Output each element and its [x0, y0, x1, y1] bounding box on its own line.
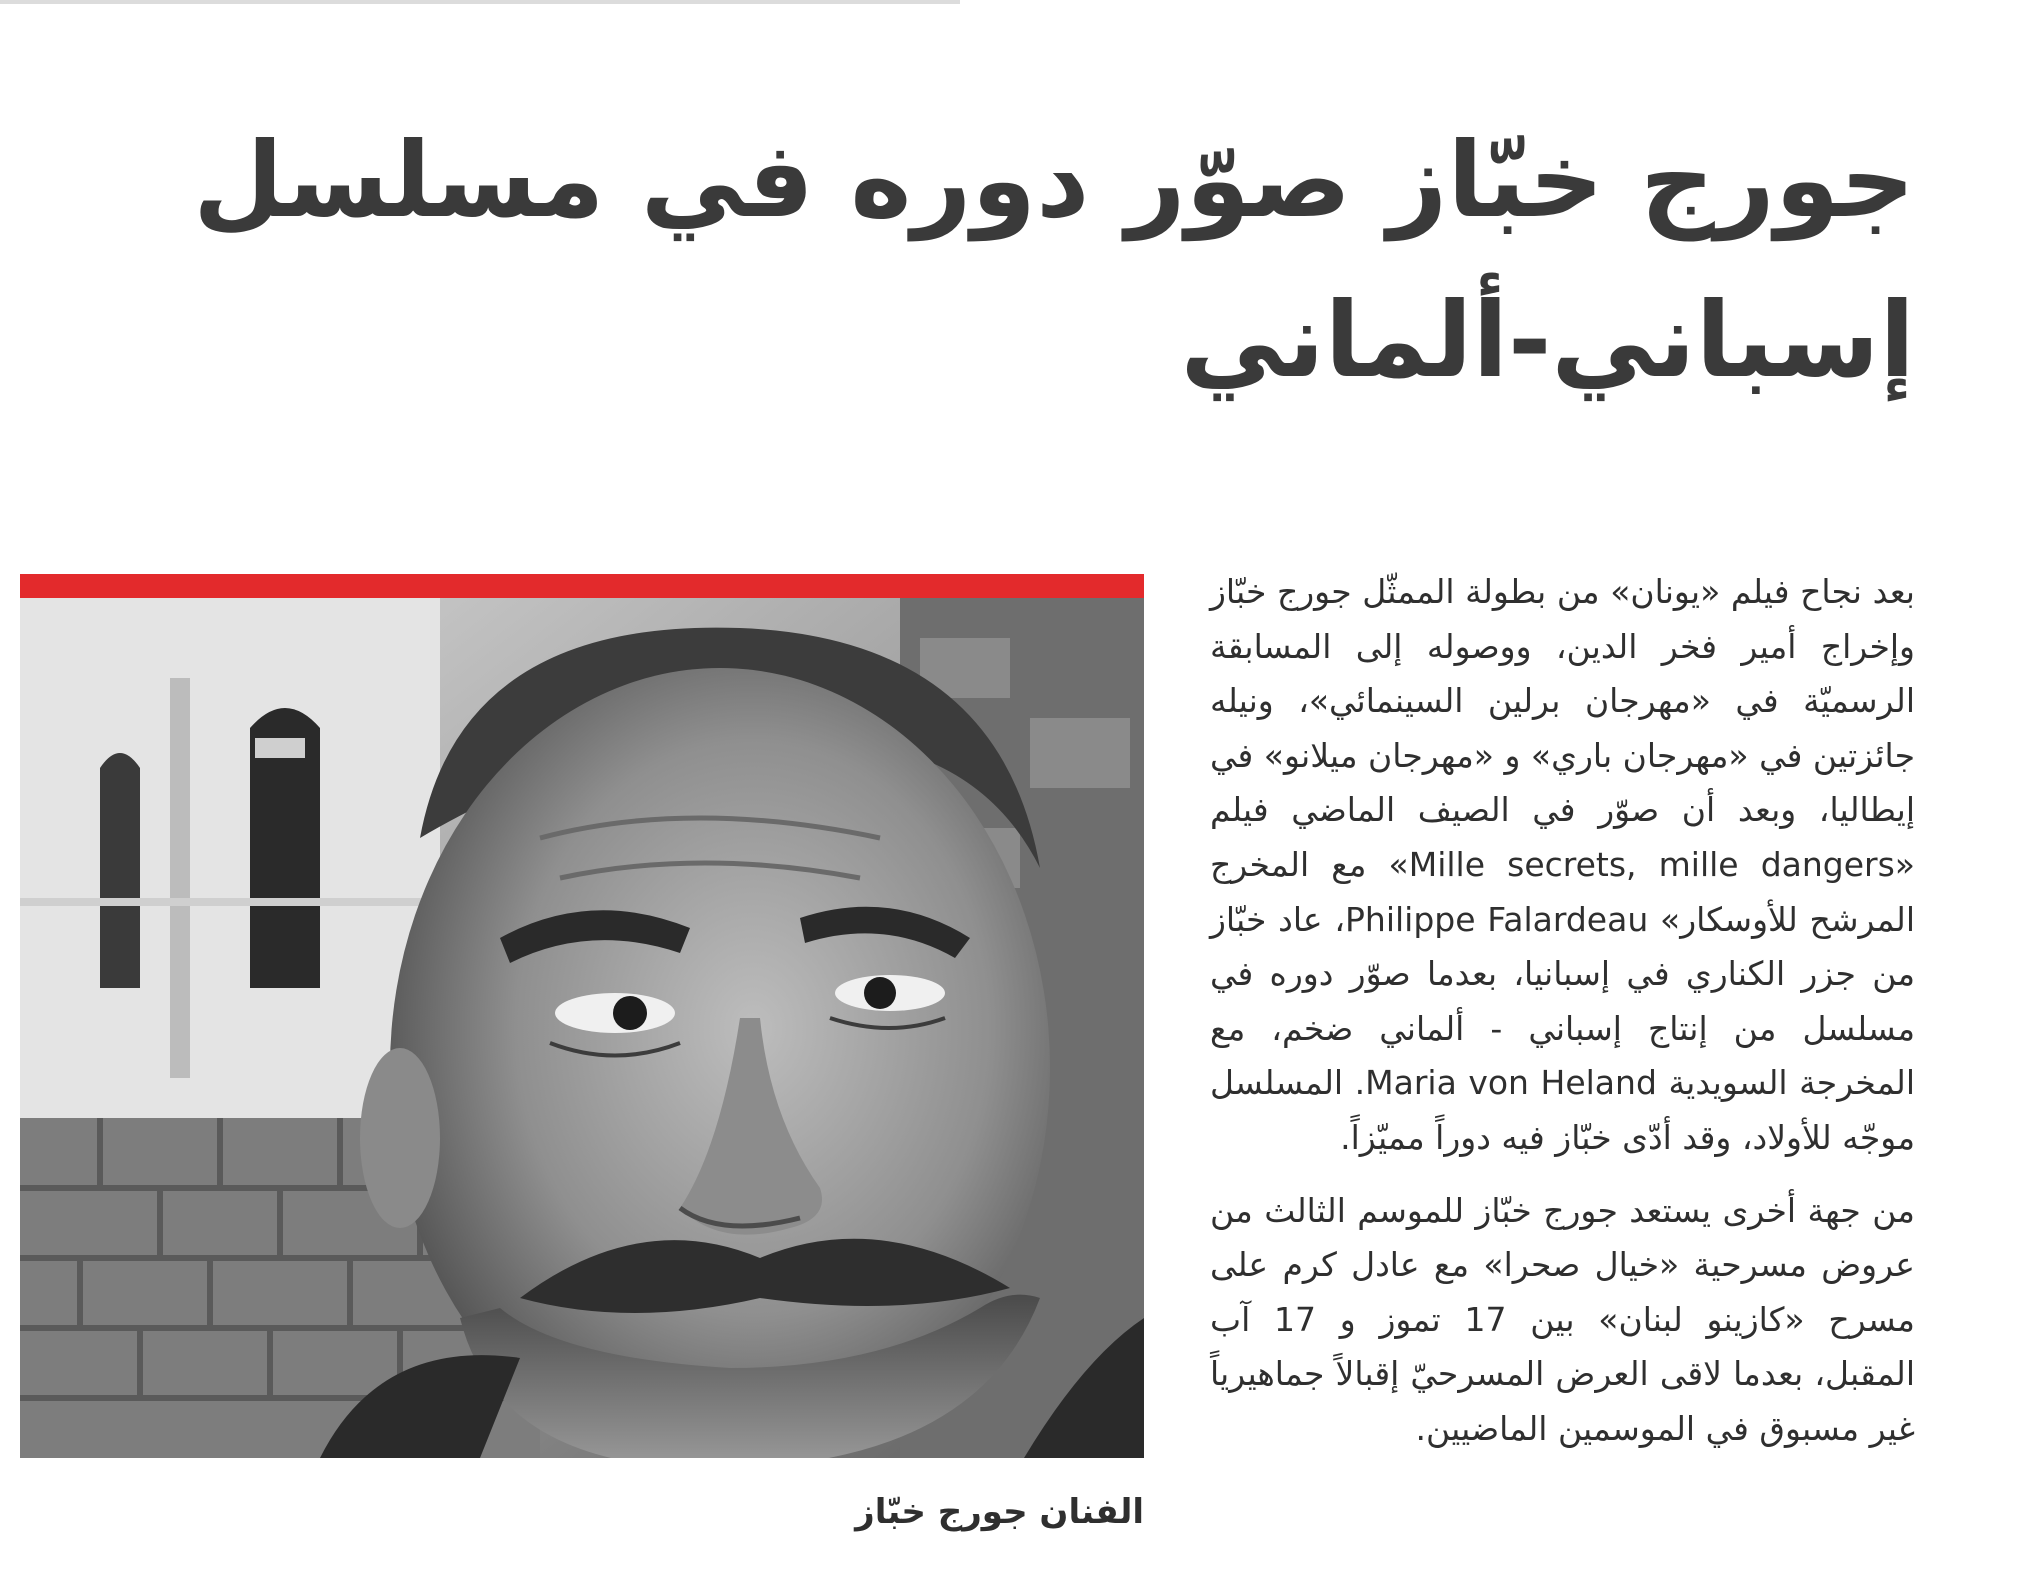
article-paragraph: بعد نجاح فيلم «يونان» من بطولة الممثّل جورج خبّاز وإخراج أمير فخر الدين، ووصوله إلى المسابقة الرسميّة في «مهرجان برلين السينمائي»، ونيله جائزتين في «مهرجان باري» و «مهرجان ميلانو» في إيطاليا، وبعد أن صوّر في الصيف الماضي فيلم «Mille secrets, mille dangers» مع المخرج المرشح للأوسكار» Philippe Falardeau، عاد خبّاز من جزر الكناري في إسبانيا، بعدما صوّر دوره في مسلسل من إنتاج إسباني - ألماني ضخم، مع المخرجة السويدية Maria von Heland. المسلسل موجّه للأولاد، وقد أدّى خبّاز فيه دوراً مميّزاً. [1210, 572, 1916, 1157]
article-body [1210, 565, 1915, 1475]
photo-accent-bar [20, 574, 1144, 598]
portrait-photo [20, 598, 1144, 1458]
article-headline: جورج خبّاز صوّر دوره في مسلسل إسباني-ألماني [193, 119, 1915, 401]
article-paragraph: من جهة أخرى يستعد جورج خبّاز للموسم الثالث من عروض مسرحية «خيال صحرا» مع عادل كرم على مسرح «كازينو لبنان» بين 17 تموز و 17 آب المقبل، بعدما لاقى العرض المسرحيّ إقبالاً جماهيرياً غير مسبوق في الموسمين الماضيين. [1210, 1190, 1915, 1448]
article-figure [20, 574, 1144, 1532]
photo-caption: الفنان جورج خبّاز [855, 1492, 1144, 1532]
top-divider [0, 0, 960, 4]
